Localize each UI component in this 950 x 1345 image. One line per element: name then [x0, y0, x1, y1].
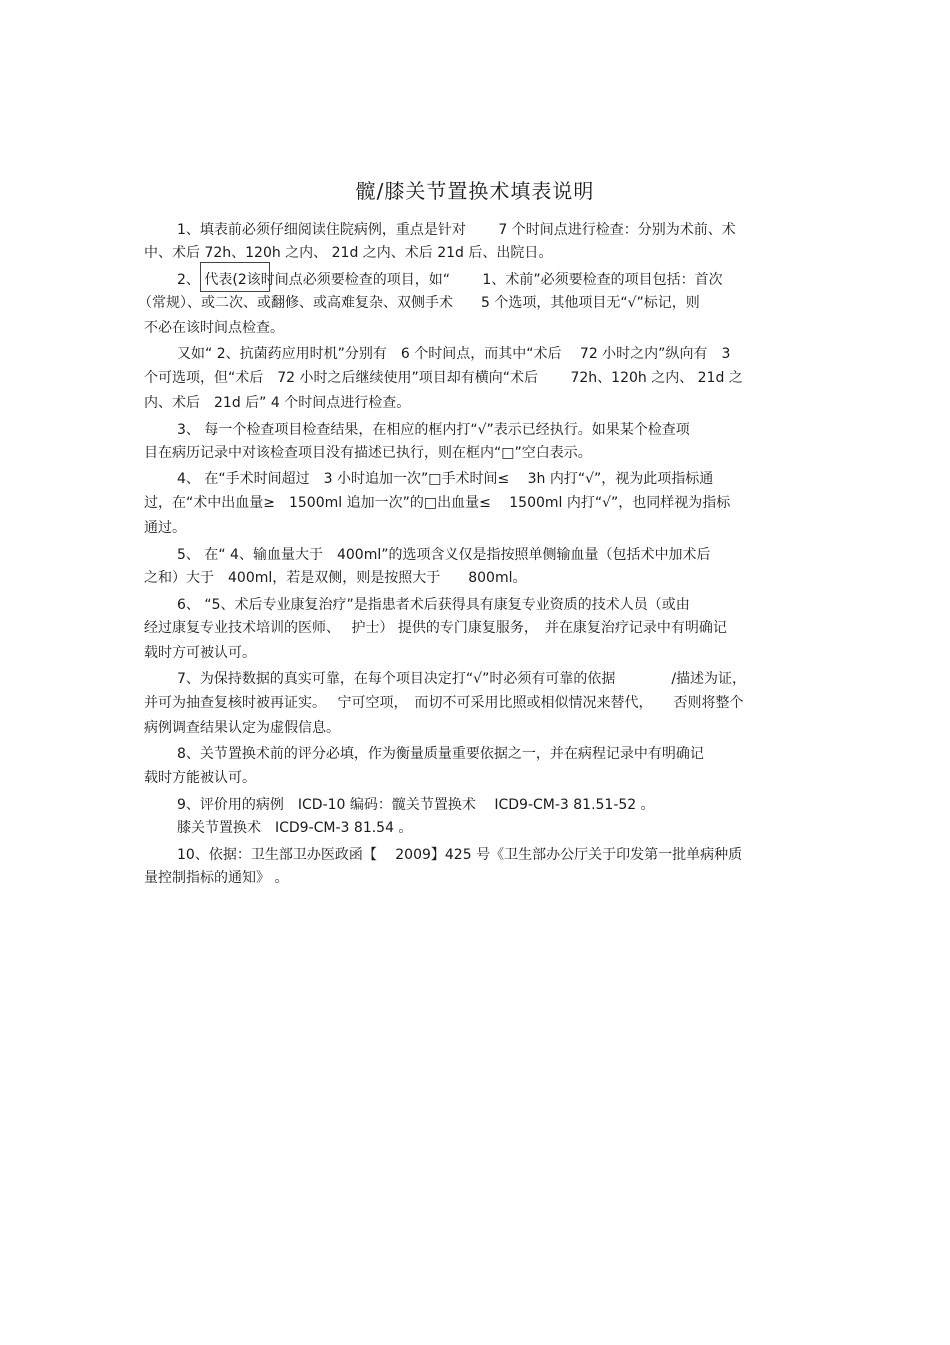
document-title: 髋/膝关节置换术填表说明: [355, 179, 595, 203]
paragraph-line: 内、术后 21d 后” 4 个时间点进行检查。: [144, 395, 411, 411]
paragraph-line: 不必在该时间点检查。: [144, 320, 284, 336]
paragraph-line: 个可选项，但“术后 72 小时之后继续使用”项目却有横向“术后 72h、120h 之内、 21d 之: [144, 370, 743, 386]
paragraph-line: 3、 每一个检查项目检查结果，在相应的框内打“√”表示已经执行。如果某个检查项: [177, 422, 690, 438]
paragraph-line: 载时方能被认可。: [144, 770, 256, 786]
paragraph-line: 病例调查结果认定为虚假信息。: [144, 720, 340, 736]
paragraph-line: 之和）大于 400ml，若是双侧，则是按照大于 800ml。: [144, 570, 527, 586]
paragraph-line: 10、依据：卫生部卫办医政函【 2009】425 号《卫生部办公厅关于印发第一批单病种质: [177, 847, 743, 863]
paragraph-line: 1、填表前必须仔细阅读住院病例，重点是针对 7 个时间点进行检查：分别为术前、术: [177, 222, 736, 238]
paragraph-line: 又如“ 2、抗菌药应用时机”分别有 6 个时间点，而其中“术后 72 小时之内”纵向有 3: [177, 346, 731, 362]
paragraph-line: 5、 在“ 4、输血量大于 400ml”的选项含义仅是指按照单侧输血量（包括术中加术后: [177, 547, 711, 563]
paragraph-line: 8、关节置换术前的评分必填，作为衡量质量重要依据之一，并在病程记录中有明确记: [177, 746, 704, 762]
paragraph-line: 过，在“术中出血量≥ 1500ml 追加一次”的□出血量≤ 1500ml 内打“√”，也同样视为指标: [144, 495, 731, 511]
paragraph-line: 载时方可被认可。: [144, 645, 256, 661]
paragraph-line: 经过康复专业技术培训的医师、 护士） 提供的专门康复服务， 并在康复治疗记录中有明确记: [144, 620, 727, 636]
paragraph-line: 6、 “5、术后专业康复治疗”是指患者术后获得具有康复专业资质的技术人员（或由: [177, 597, 690, 613]
paragraph-line: 膝关节置换术 ICD9-CM-3 81.54 。: [177, 820, 413, 836]
paragraph-line: 通过。: [144, 520, 186, 536]
paragraph-line: （常规）、或二次、或翻修、或高难复杂、双侧手术 5 个选项，其他项目无“√”标记，则: [138, 295, 700, 311]
paragraph-line: 7、为保持数据的真实可靠，在每个项目决定打“√”时必须有可靠的依据 /描述为证，: [177, 671, 747, 687]
paragraph-line: 4、 在“手术时间超过 3 小时追加一次”□手术时间≤ 3h 内打“√”，视为此项指标通: [177, 471, 714, 487]
paragraph-line: 2、 代表(2该时间点必须要检查的项目，如“ 1、术前”必须要检查的项目包括：首次: [177, 272, 723, 288]
paragraph-line: 9、评价用的病例 ICD-10 编码：髋关节置换术 ICD9-CM-3 81.51-52 。: [177, 797, 655, 813]
paragraph-line: 目在病历记录中对该检查项目没有描述已执行，则在框内“□”空白表示。: [144, 445, 592, 461]
paragraph-line: 并可为抽查复核时被再证实。 宁可空项， 而切不可采用比照或相似情况来替代， 否则将整个: [144, 695, 744, 711]
paragraph-line: 量控制指标的通知》 。: [144, 870, 289, 886]
paragraph-line: 中、术后 72h、120h 之内、 21d 之内、术后 21d 后、出院日。: [144, 245, 553, 261]
